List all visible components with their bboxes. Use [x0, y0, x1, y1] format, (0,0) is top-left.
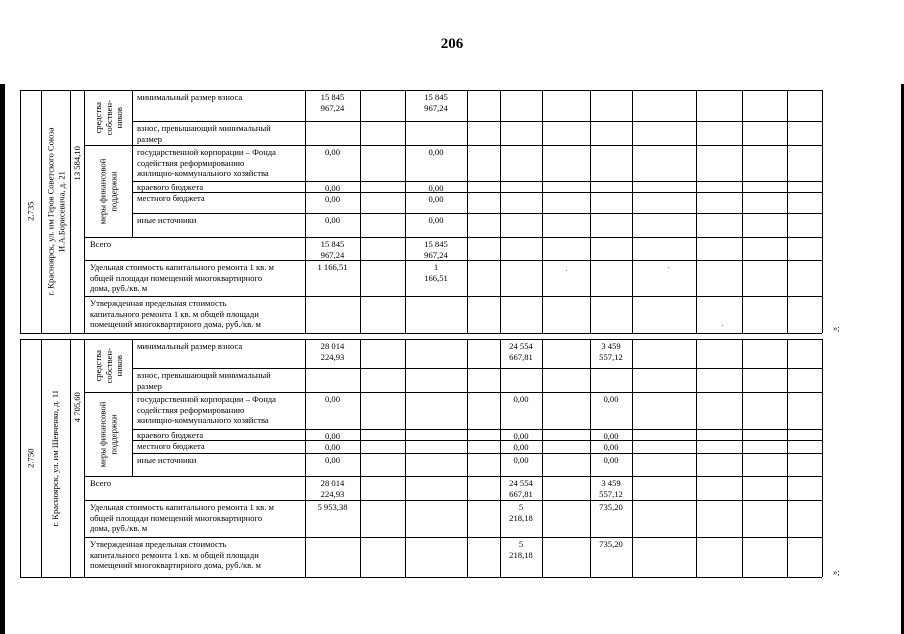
col-rule [70, 339, 71, 577]
object-number: 2.750 [25, 448, 36, 468]
owners-funds-label: средства собствен- ников [92, 347, 124, 383]
row-label-fund: государственной корпорации – Фонда содействия реформированию жилищно-коммунального хозяйства [137, 147, 276, 178]
row-label-local-budget: местного бюджета [137, 193, 205, 203]
cell-unit-d: 735,20 [599, 502, 623, 512]
cell-fund-b: 0,00 [428, 147, 444, 157]
cell-total-b: 15 845 967,24 [424, 239, 448, 260]
cell-local-a: 0,00 [324, 442, 341, 452]
row-label-regional-budget: краевого бюджета [137, 430, 204, 440]
row-rule [20, 339, 822, 340]
cell-limit-c: 5 218,18 [509, 539, 533, 560]
object-area: 4 705,60 [71, 392, 82, 423]
row-label-min-contribution: минимальный размер взноса [137, 92, 243, 102]
cell-unit-b: 1 166,51 [424, 262, 448, 283]
row-label-total: Всего [90, 478, 112, 488]
cell-regional-a: 0,00 [324, 431, 341, 441]
cell-total-a: 15 845 967,24 [320, 239, 345, 260]
cell-fund-c: 0,00 [513, 394, 529, 404]
object-number: 2.735 [25, 201, 36, 221]
col-rule [822, 90, 823, 333]
row-rule [20, 577, 822, 578]
col-rule [70, 90, 71, 333]
col-rule [132, 339, 133, 476]
row-rule [132, 181, 822, 182]
cell-other-a: 0,00 [324, 455, 341, 465]
row-rule [84, 392, 132, 393]
cell-total-c: 24 554 667,81 [509, 478, 533, 499]
cell-fund-a: 0,00 [324, 394, 341, 404]
row-rule [132, 368, 822, 369]
col-rule [20, 339, 21, 577]
row-rule [132, 192, 822, 193]
col-rule [632, 339, 633, 577]
row-rule [20, 90, 822, 91]
row-rule [84, 537, 822, 538]
row-label-over-min: взнос, превышающий минимальный размер [137, 123, 271, 144]
row-rule [84, 260, 822, 261]
cell-fund-a: 0,00 [324, 147, 341, 157]
financial-support-label: меры финансовой поддержки [97, 401, 118, 467]
cell-other-b: 0,00 [428, 215, 444, 225]
row-label-other-sources: иные источники [137, 455, 197, 465]
object-address: г. Красноярск, ул. им Шевченко, д. 11 [50, 389, 61, 527]
row-rule [84, 237, 822, 238]
row-rule [84, 145, 822, 146]
cell-other-d: 0,00 [603, 455, 619, 465]
cell-min-a: 15 845 967,24 [320, 92, 345, 113]
row-label-total: Всего [90, 239, 112, 249]
row-end-mark: »; [833, 567, 840, 577]
row-rule [132, 213, 822, 214]
financial-support-label: меры финансовой поддержки [97, 158, 118, 224]
col-rule [822, 339, 823, 577]
cell-fund-d: 0,00 [603, 394, 619, 404]
row-rule [84, 145, 132, 146]
page-edge-left [0, 84, 5, 634]
cell-regional-d: 0,00 [603, 431, 619, 441]
col-rule [360, 339, 361, 577]
col-rule [84, 339, 85, 577]
cell-unit-a: 1 166,51 [317, 262, 348, 272]
cell-regional-c: 0,00 [513, 431, 529, 441]
scan-speck [566, 270, 567, 271]
col-rule [41, 339, 42, 577]
row-rule [132, 121, 822, 122]
col-rule [41, 90, 42, 333]
col-rule [20, 90, 21, 333]
row-label-limit-cost: Утвержденная предельная стоимость капитального ремонта 1 кв. м общей площади помещений многоквартирного дома, руб./кв. м [90, 539, 261, 570]
row-rule [84, 392, 822, 393]
col-rule [467, 339, 468, 577]
row-label-unit-cost: Удельная стоимость капитального ремонта 1 кв. м общей площади помещений многоквартирного дома, руб./кв. м [90, 262, 274, 293]
col-rule [787, 339, 788, 577]
col-rule [696, 339, 697, 577]
cell-min-c: 24 554 667,81 [509, 341, 533, 362]
owners-funds-label: средства собствен- ников [92, 99, 124, 135]
row-label-over-min: взнос, превышающий минимальный размер [137, 370, 271, 391]
cell-min-a: 28 014 224,93 [320, 341, 345, 362]
row-rule [132, 440, 822, 441]
col-rule [405, 339, 406, 577]
row-label-local-budget: местного бюджета [137, 441, 205, 451]
row-label-min-contribution: минимальный размер взноса [137, 341, 243, 351]
row-rule [84, 500, 822, 501]
cell-local-d: 0,00 [603, 442, 619, 452]
row-end-mark: »; [833, 323, 840, 333]
cell-local-a: 0,00 [324, 194, 341, 204]
cell-local-b: 0,00 [428, 194, 444, 204]
row-rule [132, 453, 822, 454]
object-address: г. Красноярск, ул. им Героя Советского Союза И.А.Борисевича, д. 21 [45, 127, 66, 296]
row-rule [84, 296, 822, 297]
row-rule [84, 476, 822, 477]
col-rule [542, 339, 543, 577]
row-rule [20, 333, 822, 334]
cell-min-b: 15 845 967,24 [424, 92, 448, 113]
cell-total-d: 3 459 557,12 [599, 478, 623, 499]
row-label-fund: государственной корпорации – Фонда содействия реформированию жилищно-коммунального хозяйства [137, 394, 276, 425]
col-rule [132, 90, 133, 237]
cell-other-c: 0,00 [513, 455, 529, 465]
cell-total-a: 28 014 224,93 [320, 478, 345, 499]
row-label-unit-cost: Удельная стоимость капитального ремонта 1 кв. м общей площади помещений многоквартирного дома, руб./кв. м [90, 502, 274, 533]
page-number: 206 [440, 36, 464, 52]
cell-local-c: 0,00 [513, 442, 529, 452]
row-label-regional-budget: краевого бюджета [137, 182, 204, 192]
cell-min-d: 3 459 557,12 [599, 341, 623, 362]
scan-speck [722, 325, 723, 326]
cell-unit-a: 5 953,38 [317, 502, 348, 512]
cell-other-a: 0,00 [324, 215, 341, 225]
object-area: 13 584,10 [71, 146, 82, 181]
cell-unit-c: 5 218,18 [509, 502, 533, 523]
cell-limit-d: 735,20 [599, 539, 623, 549]
row-rule [132, 429, 822, 430]
cell-regional-b: 0,00 [428, 183, 444, 193]
cell-regional-a: 0,00 [324, 183, 341, 193]
row-label-limit-cost: Утвержденная предельная стоимость капитального ремонта 1 кв. м общей площади помещений многоквартирного дома, руб./кв. м [90, 298, 261, 329]
col-rule [742, 339, 743, 577]
scan-speck [668, 267, 669, 268]
row-label-other-sources: иные источники [137, 215, 197, 225]
